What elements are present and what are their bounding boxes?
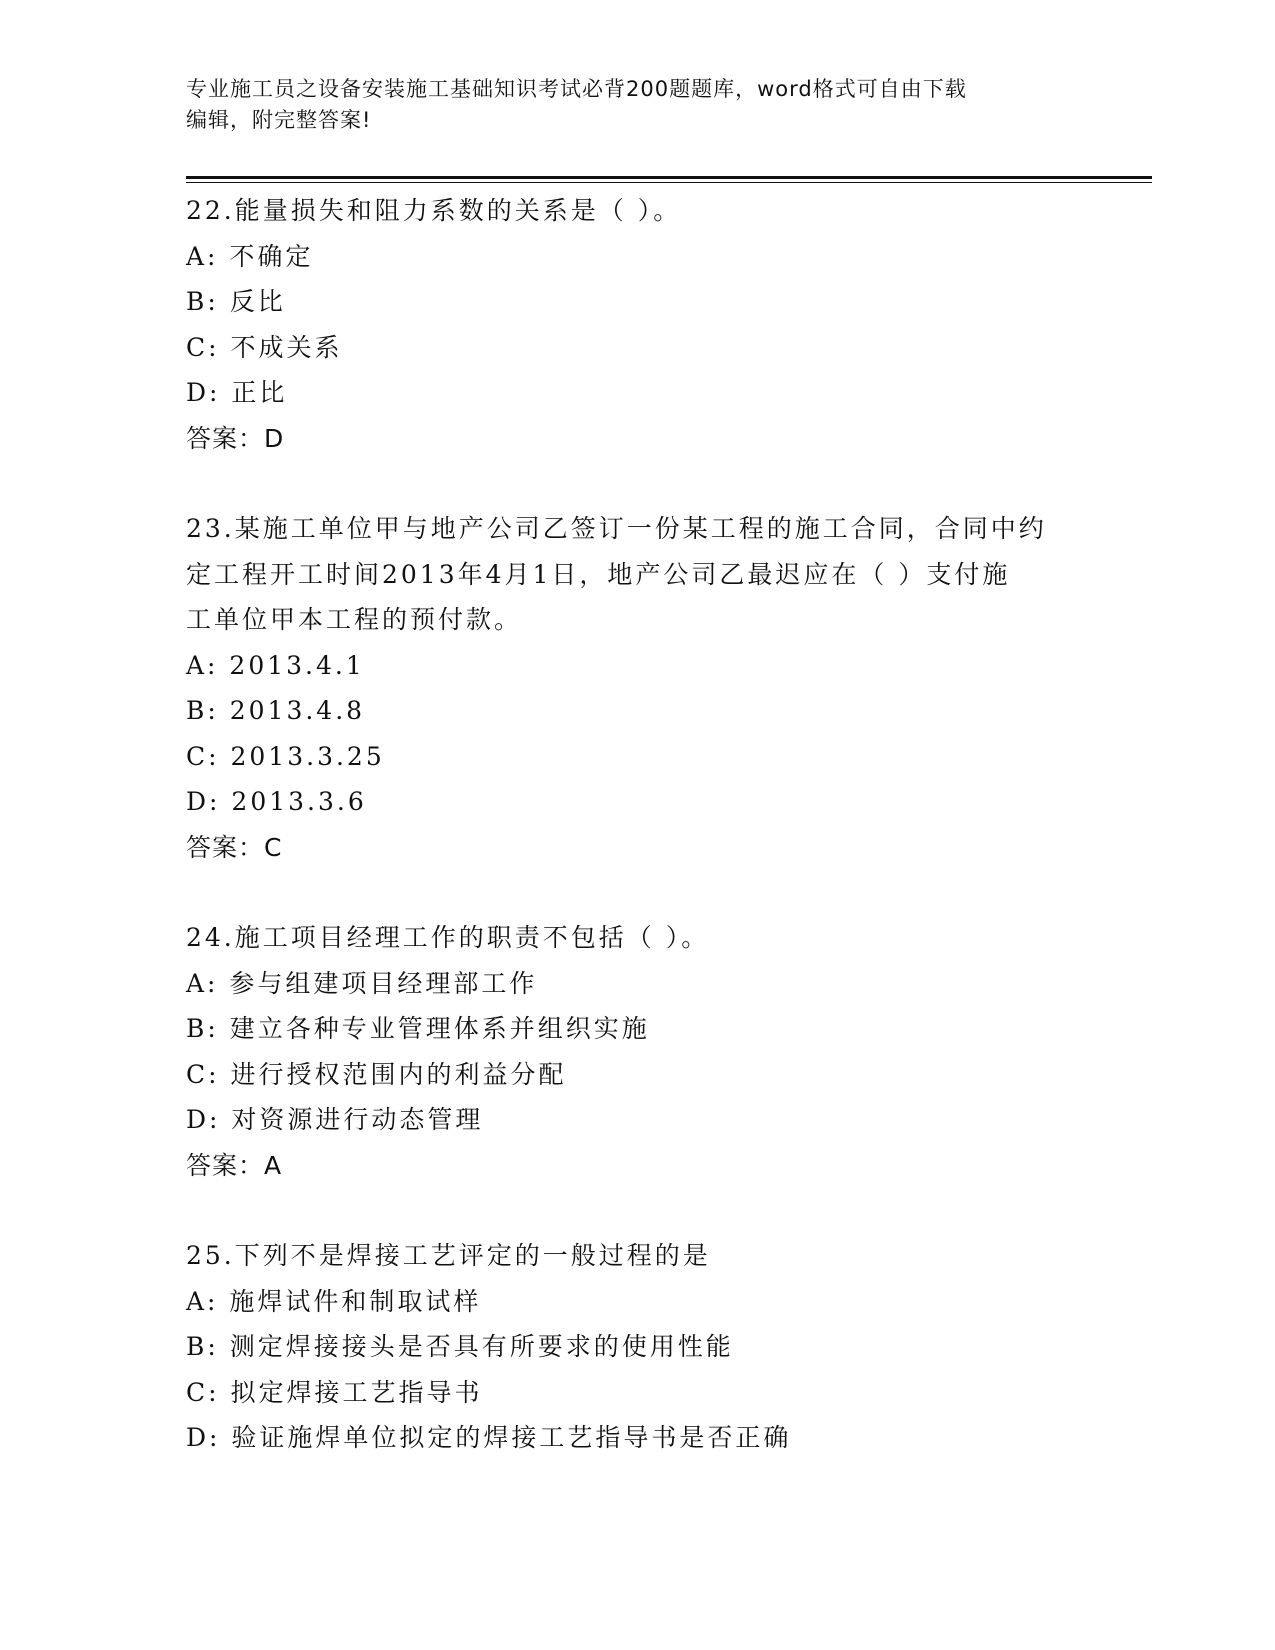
question-spacer	[186, 870, 1086, 915]
question-stem-line-1: 23.某施工单位甲与地产公司乙签订一份某工程的施工合同，合同中约	[186, 514, 1047, 543]
option-c: C: 进行授权范围内的利益分配	[186, 1059, 567, 1089]
option-d: D: 对资源进行动态管理	[186, 1105, 484, 1134]
option-a: A: 参与组建项目经理部工作	[186, 968, 538, 998]
question-23	[186, 506, 1086, 870]
header-title-line-1: 专业施工员之设备安装施工基础知识考试必背200题题库，word格式可自由下载	[186, 77, 967, 101]
option-d: D: 正比	[186, 378, 288, 407]
option-a: A: 不确定	[186, 241, 314, 271]
question-24	[186, 915, 1086, 1188]
question-25	[186, 1233, 1086, 1461]
question-stem: 22.能量损失和阻力系数的关系是（ ）。	[186, 196, 682, 225]
option-a: A: 施焊试件和制取试样	[186, 1286, 482, 1316]
question-stem: 24.施工项目经理工作的职责不包括（ ）。	[186, 923, 710, 952]
header-title-line-2: 编辑，附完整答案!	[186, 108, 372, 132]
question-spacer	[186, 1188, 1086, 1233]
option-d: D: 2013.3.6	[186, 787, 367, 816]
option-b: B: 2013.4.8	[186, 696, 366, 725]
option-b: B: 建立各种专业管理体系并组织实施	[186, 1014, 650, 1043]
option-c: C: 不成关系	[186, 332, 343, 362]
option-b: B: 测定焊接接头是否具有所要求的使用性能	[186, 1332, 734, 1361]
question-list	[186, 188, 1086, 1461]
question-spacer	[186, 461, 1086, 506]
option-c: C: 拟定焊接工艺指导书	[186, 1377, 483, 1407]
answer-line: 答案：A	[186, 1150, 283, 1180]
question-22	[186, 188, 1086, 461]
option-a: A: 2013.4.1	[186, 650, 365, 680]
header-divider-thick	[186, 176, 1152, 179]
header-divider-thin	[186, 182, 1152, 183]
document-header	[186, 74, 1086, 136]
question-stem-line-3: 工单位甲本工程的预付款。	[186, 605, 523, 634]
question-stem-line-2: 定工程开工时间2013年4月1日，地产公司乙最迟应在（ ）支付施	[186, 559, 1011, 589]
option-b: B: 反比	[186, 287, 286, 316]
option-d: D: 验证施焊单位拟定的焊接工艺指导书是否正确	[186, 1423, 792, 1452]
question-stem: 25.下列不是焊接工艺评定的一般过程的是	[186, 1241, 711, 1270]
answer-line: 答案：C	[186, 832, 283, 862]
answer-line: 答案：D	[186, 423, 285, 453]
option-c: C: 2013.3.25	[186, 741, 385, 771]
